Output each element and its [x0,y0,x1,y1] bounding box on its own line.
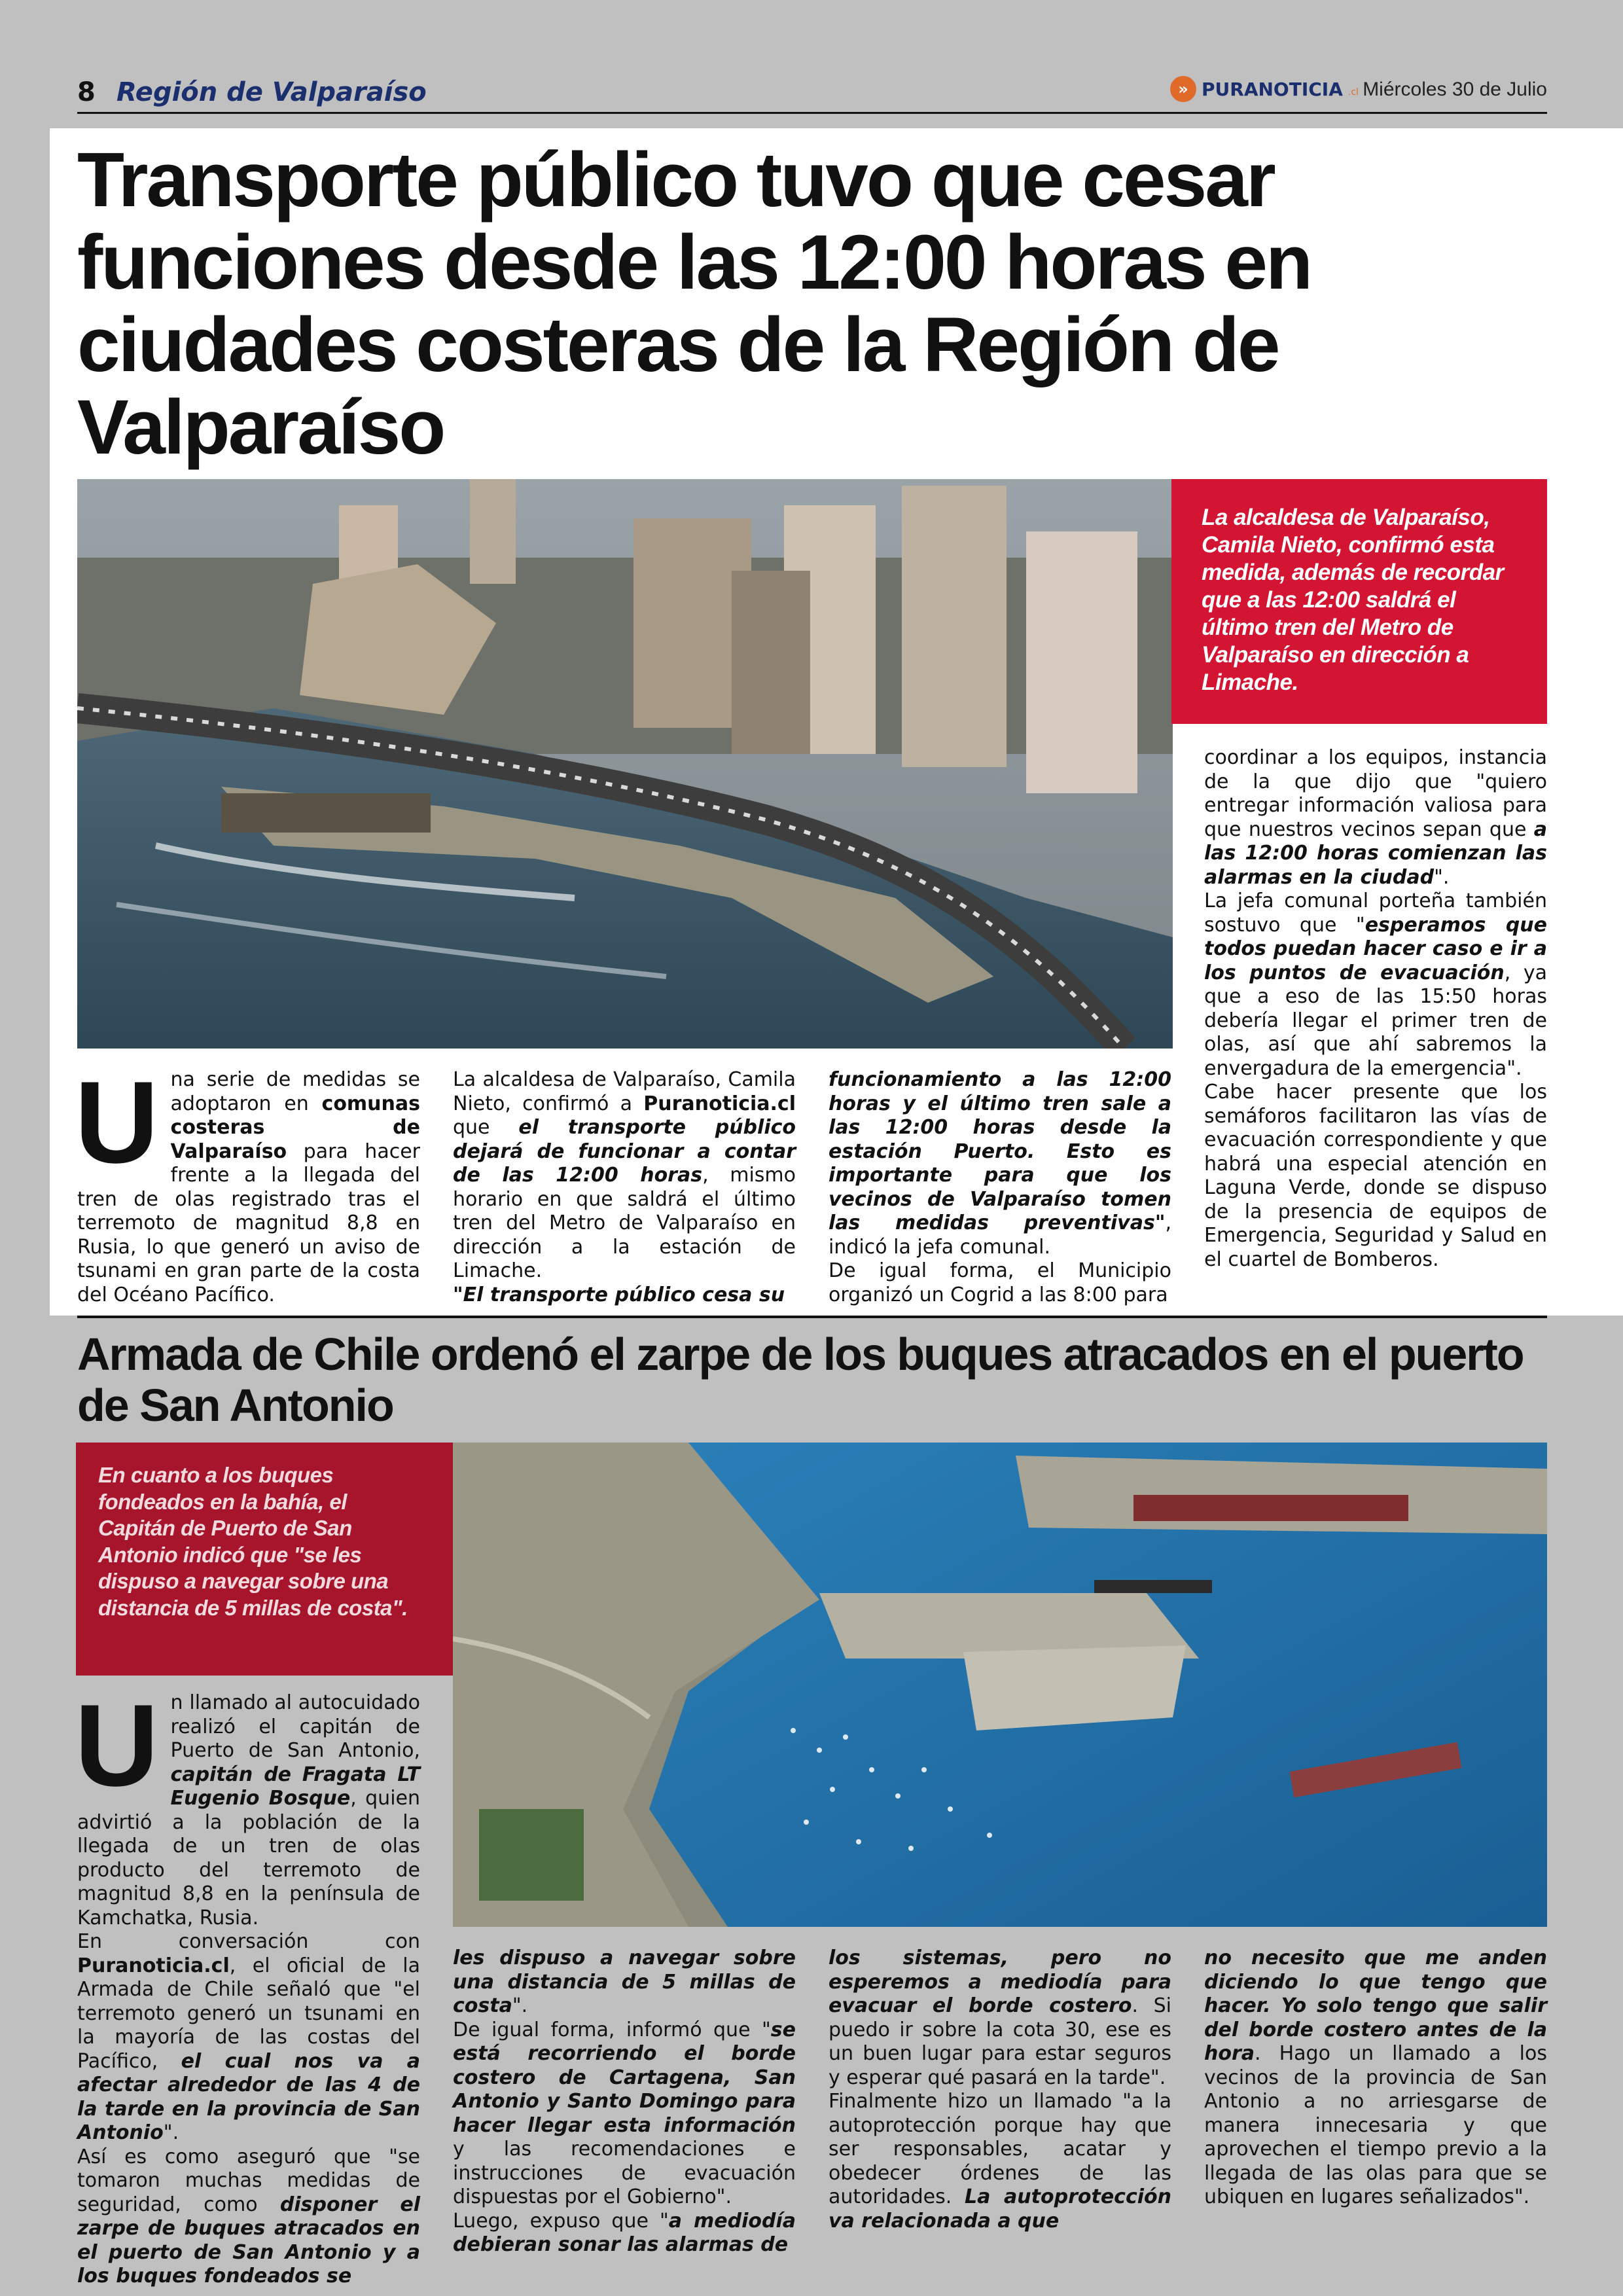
article-2-column-3 [829,1946,1171,2233]
article-2-column-4 [1204,1946,1547,2210]
text-run: De igual forma, informó que " [453,2018,771,2041]
text-run: na serie de medidas se adoptaron en [170,1068,420,1115]
text-run-bold: a las 12:00 horas comienzan las alarmas en la ciudad [1204,817,1547,889]
text-run: para hacer frente a la llegada del tren de olas registrado tras el terremoto de magnitud 8,8 en Rusia, lo que generó un aviso de tsunami en gran parte de la costa del Océano Pacífico. [77,1139,420,1306]
text-run-bold: no necesito que me anden diciendo lo que tengo que hacer. Yo solo tengo que salir del borde costero antes de la hora [1204,1946,1547,2065]
text-run: . Si puedo ir sobre la cota 30, ese es un buen lugar para estar seguros y esperar qué pasará en la tarde". [829,1994,1172,2089]
text-run-bold: el transporte público dejará de funcionar a contar de las 12:00 horas [453,1116,796,1187]
text-run: , mismo horario en que saldrá el último tren del Metro de Valparaíso en dirección a la estación de Limache. [453,1164,796,1282]
text-run-bold: disponer el zarpe de buques atracados en el puerto de San Antonio y a los buques fondeados se [77,2193,420,2287]
article-2-column-1 [75,1680,420,2289]
text-run-bold: esperamos que todos puedan hacer caso e ir a los puntos de evacuación [1204,913,1547,984]
puranoticia-logo [1170,76,1359,102]
text-run-bold: a mediodía debieran sonar las alarmas de [453,2209,796,2256]
article-2-callout [76,1443,453,1676]
issue-date: Miércoles 30 de Julio [1363,79,1547,100]
article-1-column-1 [75,1057,420,1307]
page-header [77,73,1547,114]
text-run-bold: capitán de Fragata LT Eugenio Bosque [170,1763,420,1810]
section-name: Región de Valparaíso [116,77,427,107]
logo-arrow-icon: » [1170,76,1196,102]
text-run: ". [163,2121,179,2144]
text-run: La jefa comunal porteña también sostuvo que " [1204,889,1547,937]
text-run: . Hago un llamado a los vecinos de la provincia de San Antonio a no arriesgarse de manera innecesaria y que aprovechen el tiempo previo a la llegada de las olas para que se ubiquen en lugares señalizados". [1204,2042,1547,2208]
article-1-callout [1171,479,1547,724]
text-run: Finalmente hizo un llamado "a la autoprotección porque hay que ser responsables, acatar y obedecer órdenes de las autoridades. [829,2090,1171,2208]
text-run: La alcaldesa de Valparaíso, Camila Nieto, confirmó a [453,1068,796,1115]
article-1-dropcap: U [75,1057,159,1187]
article-1-column-3 [829,1068,1171,1307]
logo-name: PURANOTICIA [1202,78,1343,100]
text-run: , indicó la jefa comunal. [829,1211,1171,1259]
text-run: coordinar a los equipos, instancia de la que dijo que "quiero entregar información valiosa para que nuestros vecinos sepan que [1204,746,1547,841]
text-run-bold: comunas costeras de Valparaíso [170,1092,420,1163]
text-run-bold: el cual nos va a afectar alrededor de las 4 de la tarde en la provincia de San Antonio [77,2049,420,2144]
article-1-callout-text: La alcaldesa de Valparaíso, Camila Nieto, confirmó esta medida, además de recordar que a las 12:00 saldrá el último tren del Metro de Valparaíso en dirección a Limache. [1202,505,1504,695]
article-2-title: Armada de Chile ordenó el zarpe de los buques atracados en el puerto de San Antonio [77,1329,1524,1431]
san-antonio-port-photo [453,1443,1547,1927]
article-1-column-2 [453,1068,796,1307]
text-run-bold: Puranoticia.cl [77,1954,230,1977]
text-run-bold: se está recorriendo el borde costero de Cartagena, San Antonio y Santo Domingo para hacer llegar esta información [453,2018,796,2137]
text-run: , el oficial de la Armada de Chile señaló que "el terremoto generó un tsunami en la mayoría de las costas del Pacífico, [77,1954,420,2073]
article-1-column-4 [1204,746,1547,1272]
section-divider [77,1316,1547,1318]
text-run-bold: funcionamiento a las 12:00 horas y el último tren sale a las 12:00 horas desde la estación Puerto. Esto es importante para que los vecinos de Valparaíso tomen las medidas preventivas" [829,1068,1171,1234]
article-2-dropcap: U [75,1680,159,1810]
text-run: , ya que a eso de las 15:50 horas debería llegar el primer tren de olas, así que ahí sabremos la envergadura de la emergencia". [1204,961,1547,1080]
valparaiso-coast-photo [77,479,1173,1049]
page-number: 8 [77,77,96,107]
text-run: Así es como aseguró que "se tomaron muchas medidas de seguridad, como [77,2145,420,2216]
text-run: Cabe hacer presente que los semáforos facilitaron las vías de evacuación correspondiente y que habrá una especial atención en Laguna Verde, donde se dispuso de la presencia de equipos de Emergencia, Seguridad y Salud en el cuartel de Bomberos. [1204,1081,1547,1271]
text-run-bold: les dispuso a navegar sobre una distancia de 5 millas de costa [453,1946,796,2017]
text-run: n llamado al autocuidado realizó el capitán de Puerto de San Antonio, [170,1691,420,1762]
text-run: y las recomendaciones e instrucciones de evacuación dispuestas por el Gobierno". [453,2138,796,2208]
text-run-bold: "El transporte público cesa su [453,1283,785,1306]
text-run-bold: los sistemas, pero no esperemos a mediodía para evacuar el borde costero [829,1946,1171,2017]
logo-suffix: .cl [1347,87,1359,98]
text-run: ". [1434,865,1450,889]
article-2-callout-text: En cuanto a los buques fondeados en la bahía, el Capitán de Puerto de San Antonio indicó que "se les dispuso a navegar sobre una distancia de 5 millas de costa". [98,1463,408,1620]
text-run: que [453,1116,519,1139]
text-run: En conversación con [77,1930,420,1953]
article-2-column-2 [453,1946,796,2257]
text-run-bold: La autoprotección va relacionada a que [829,2185,1171,2233]
text-run: De igual forma, el Municipio organizó un Cogrid a las 8:00 para [829,1259,1171,1306]
text-run: Luego, expuso que " [453,2209,669,2233]
article-1-title: Transporte público tuvo que cesar funciones desde las 12:00 horas en ciudades costeras de la Región de Valparaíso [77,137,1311,471]
text-run: ". [512,1994,528,2017]
text-run-bold: Puranoticia.cl [643,1092,796,1115]
text-run: , quien advirtió a la población de la llegada de un tren de olas producto del terremoto de magnitud 8,8 en la península de Kamchatka, Rusia. [77,1787,420,1929]
